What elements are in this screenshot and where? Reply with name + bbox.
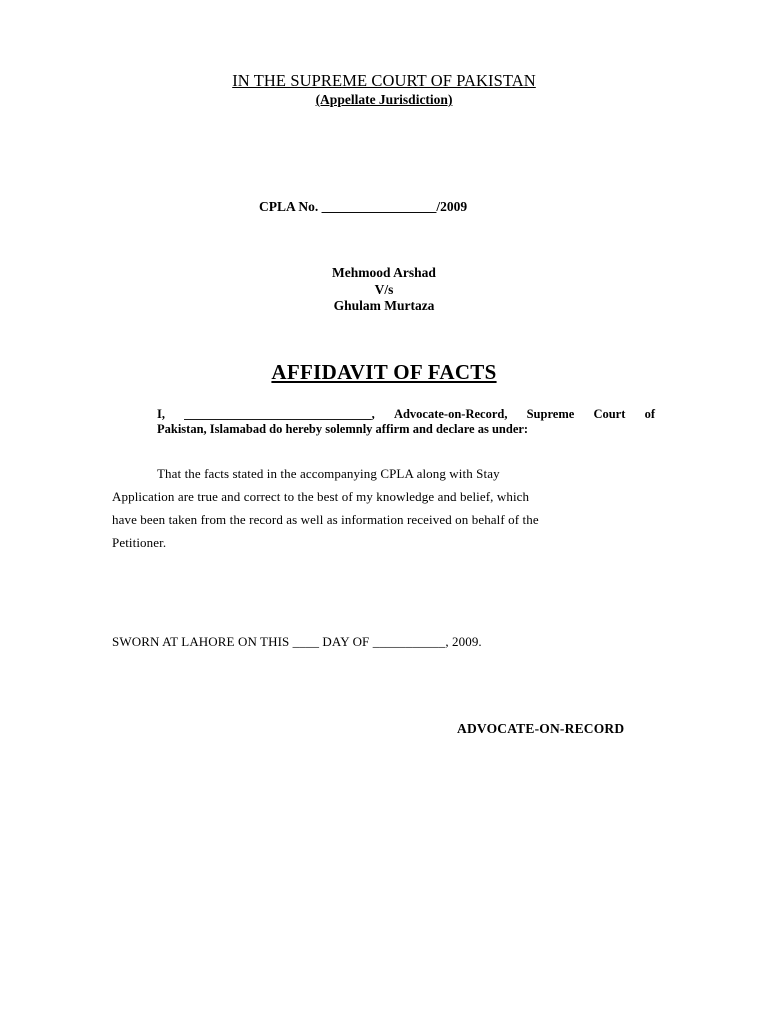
body-line-2: Application are true and correct to the best of my knowledge and belief, which [112, 489, 530, 504]
affidavit-title: AFFIDAVIT OF FACTS [271, 360, 497, 384]
signature-label: ADVOCATE-ON-RECORD [457, 721, 625, 736]
declaration-word: Advocate-on-Record, [393, 407, 508, 421]
declaration-line-2: Pakistan, Islamabad do hereby solemnly affirm and declare as under: [157, 422, 529, 436]
declaration-line-1 [157, 407, 655, 422]
sworn-statement: SWORN AT LAHORE ON THIS ____ DAY OF ___________, 2009. [112, 634, 482, 649]
jurisdiction-subheading: (Appellate Jurisdiction) [315, 92, 453, 107]
declaration-word: I, [157, 407, 165, 421]
body-line-1: That the facts stated in the accompanying CPLA along with Stay [157, 466, 500, 481]
court-heading: IN THE SUPREME COURT OF PAKISTAN [232, 71, 536, 90]
versus-label: V/s [374, 282, 394, 297]
declaration-word: ______________________________, [184, 407, 375, 421]
petitioner-name: Mehmood Arshad [332, 265, 436, 280]
body-line-4: Petitioner. [112, 535, 167, 550]
body-line-3: have been taken from the record as well as information received on behalf of the [112, 512, 539, 527]
declaration-word: Supreme [526, 407, 575, 421]
respondent-name: Ghulam Murtaza [333, 298, 435, 313]
declaration-word: Court [593, 407, 626, 421]
cpla-number-line: CPLA No. _________________/2009 [259, 199, 468, 214]
declaration-word: of [644, 407, 655, 421]
